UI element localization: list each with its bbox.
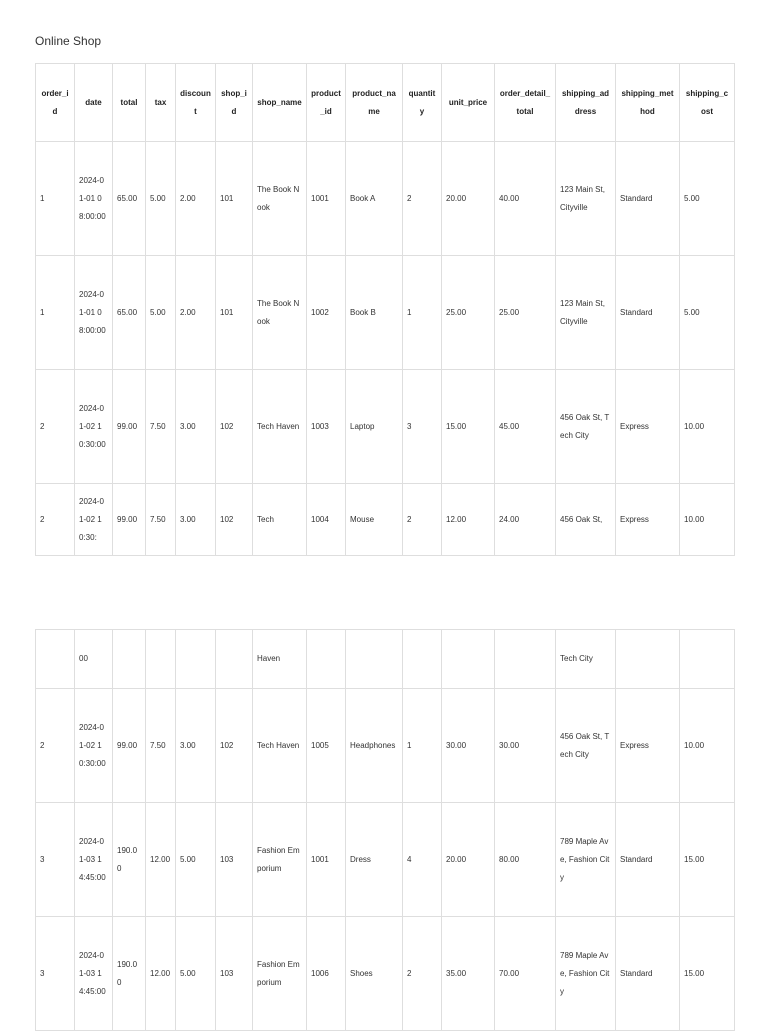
table-cell: 2024-01-03 14:45:00	[75, 917, 113, 1031]
table-cell: 15.00	[680, 803, 735, 917]
table-row	[36, 256, 735, 370]
table-cell: 1	[403, 689, 442, 803]
page-title: Online Shop	[35, 34, 102, 48]
table-cell: 103	[216, 803, 253, 917]
table-cell: 2	[403, 484, 442, 556]
table-cell	[307, 630, 346, 689]
table-cell: 2	[403, 917, 442, 1031]
table-cell: 2	[36, 370, 75, 484]
table-cell: The Book Nook	[253, 256, 307, 370]
header-row	[36, 64, 735, 142]
table-cell: 102	[216, 689, 253, 803]
column-header: discount	[176, 64, 216, 142]
table-cell: Tech Haven	[253, 370, 307, 484]
table-row	[36, 484, 735, 556]
table-cell: Standard	[616, 256, 680, 370]
table-cell: 1001	[307, 803, 346, 917]
table-cell: 2.00	[176, 142, 216, 256]
table-cell: 2.00	[176, 256, 216, 370]
table-cell: Fashion Emporium	[253, 803, 307, 917]
table-cell: 1003	[307, 370, 346, 484]
table-cell: 99.00	[113, 484, 146, 556]
table-cell: 5.00	[680, 142, 735, 256]
table-cell: Book B	[346, 256, 403, 370]
table-cell: 10.00	[680, 689, 735, 803]
column-header: total	[113, 64, 146, 142]
table-cell: 3.00	[176, 689, 216, 803]
table-cell: Express	[616, 484, 680, 556]
table-cell: Laptop	[346, 370, 403, 484]
table-cell	[146, 630, 176, 689]
table-cell: 65.00	[113, 142, 146, 256]
table-cell: 7.50	[146, 689, 176, 803]
table-cell	[113, 630, 146, 689]
table-cell: 3	[36, 803, 75, 917]
table-row	[36, 803, 735, 917]
table-cell: 123 Main St, Cityville	[556, 256, 616, 370]
column-header: unit_price	[442, 64, 495, 142]
table-cell: 35.00	[442, 917, 495, 1031]
table-cell: 456 Oak St,	[556, 484, 616, 556]
table-cell: 456 Oak St, Tech City	[556, 689, 616, 803]
table-cell: 2024-01-02 10:30:00	[75, 689, 113, 803]
table-cell: 1001	[307, 142, 346, 256]
table-cell: 1002	[307, 256, 346, 370]
table-cell: Express	[616, 370, 680, 484]
table-cell: 2024-01-01 08:00:00	[75, 256, 113, 370]
table-cell: The Book Nook	[253, 142, 307, 256]
table-cell: Standard	[616, 803, 680, 917]
table-cell: Dress	[346, 803, 403, 917]
table-cell: 102	[216, 370, 253, 484]
table-cell: 70.00	[495, 917, 556, 1031]
table-cell: 1	[36, 142, 75, 256]
table-cell: 2	[403, 142, 442, 256]
table-cell: Headphones	[346, 689, 403, 803]
column-header: product_name	[346, 64, 403, 142]
table-cell: Shoes	[346, 917, 403, 1031]
table-cell	[176, 630, 216, 689]
table-cell: 7.50	[146, 484, 176, 556]
column-header: shipping_address	[556, 64, 616, 142]
table-cell	[495, 630, 556, 689]
table-cell: 1	[36, 256, 75, 370]
table-row	[36, 370, 735, 484]
table-cell	[616, 630, 680, 689]
table-cell: 5.00	[146, 256, 176, 370]
column-header: date	[75, 64, 113, 142]
table-cell: 12.00	[146, 917, 176, 1031]
table-cell: 456 Oak St, Tech City	[556, 370, 616, 484]
table-cell: 4	[403, 803, 442, 917]
table-cell: Book A	[346, 142, 403, 256]
table-cell: 25.00	[495, 256, 556, 370]
table-cell: 101	[216, 142, 253, 256]
table-cell: 1006	[307, 917, 346, 1031]
table-row	[36, 689, 735, 803]
table-cell: 99.00	[113, 370, 146, 484]
table-cell: 5.00	[680, 256, 735, 370]
table-cell: 30.00	[442, 689, 495, 803]
table-cell: 101	[216, 256, 253, 370]
table-cell: 65.00	[113, 256, 146, 370]
table-cell: 15.00	[680, 917, 735, 1031]
table-cell: 2024-01-01 08:00:00	[75, 142, 113, 256]
table-cell: Mouse	[346, 484, 403, 556]
table-cell: 7.50	[146, 370, 176, 484]
column-header: order_detail_total	[495, 64, 556, 142]
table-cell: 24.00	[495, 484, 556, 556]
table-cell: Standard	[616, 917, 680, 1031]
column-header: shop_name	[253, 64, 307, 142]
table-cell: 25.00	[442, 256, 495, 370]
column-header: order_id	[36, 64, 75, 142]
orders-table-page-2	[35, 629, 735, 1031]
table-cell	[216, 630, 253, 689]
table-cell: 5.00	[176, 917, 216, 1031]
table-cell: 789 Maple Ave, Fashion City	[556, 917, 616, 1031]
column-header: shop_id	[216, 64, 253, 142]
table-cell: 2024-01-02 10:30:00	[75, 370, 113, 484]
table-cell: 3	[36, 917, 75, 1031]
table-cell: 20.00	[442, 142, 495, 256]
table-cell	[346, 630, 403, 689]
table-cell: 20.00	[442, 803, 495, 917]
table-cell: 80.00	[495, 803, 556, 917]
table-row	[36, 630, 735, 689]
table-cell: Haven	[253, 630, 307, 689]
table-cell	[680, 630, 735, 689]
table-cell: 2024-01-03 14:45:00	[75, 803, 113, 917]
table-row	[36, 142, 735, 256]
column-header: product_id	[307, 64, 346, 142]
table-cell: 00	[75, 630, 113, 689]
table-cell: 1	[403, 256, 442, 370]
table-cell: 15.00	[442, 370, 495, 484]
table-cell: 3	[403, 370, 442, 484]
orders-table-page-1	[35, 63, 735, 556]
table-cell: 10.00	[680, 370, 735, 484]
table-cell: 99.00	[113, 689, 146, 803]
table-cell: 12.00	[442, 484, 495, 556]
table-cell: 5.00	[176, 803, 216, 917]
column-header: shipping_method	[616, 64, 680, 142]
table-cell: 1004	[307, 484, 346, 556]
table-cell: Standard	[616, 142, 680, 256]
table-cell: 190.00	[113, 917, 146, 1031]
table-cell: 10.00	[680, 484, 735, 556]
column-header: shipping_cost	[680, 64, 735, 142]
table-cell: 12.00	[146, 803, 176, 917]
table-cell: 3.00	[176, 484, 216, 556]
table-cell: 2024-01-02 10:30:	[75, 484, 113, 556]
table-cell: 45.00	[495, 370, 556, 484]
column-header: quantity	[403, 64, 442, 142]
table-cell: Tech Haven	[253, 689, 307, 803]
table-cell: 5.00	[146, 142, 176, 256]
table-cell: Tech City	[556, 630, 616, 689]
table-cell: Fashion Emporium	[253, 917, 307, 1031]
table-cell: 3.00	[176, 370, 216, 484]
table-cell: 102	[216, 484, 253, 556]
table-cell: 2	[36, 484, 75, 556]
table-cell: 1005	[307, 689, 346, 803]
table-row	[36, 917, 735, 1031]
table-cell: Express	[616, 689, 680, 803]
table-cell: Tech	[253, 484, 307, 556]
table-cell: 789 Maple Ave, Fashion City	[556, 803, 616, 917]
table-cell: 30.00	[495, 689, 556, 803]
table-cell	[36, 630, 75, 689]
table-cell: 190.00	[113, 803, 146, 917]
column-header: tax	[146, 64, 176, 142]
table-cell	[442, 630, 495, 689]
table-cell: 40.00	[495, 142, 556, 256]
table-cell	[403, 630, 442, 689]
table-cell: 2	[36, 689, 75, 803]
table-cell: 103	[216, 917, 253, 1031]
table-cell: 123 Main St, Cityville	[556, 142, 616, 256]
